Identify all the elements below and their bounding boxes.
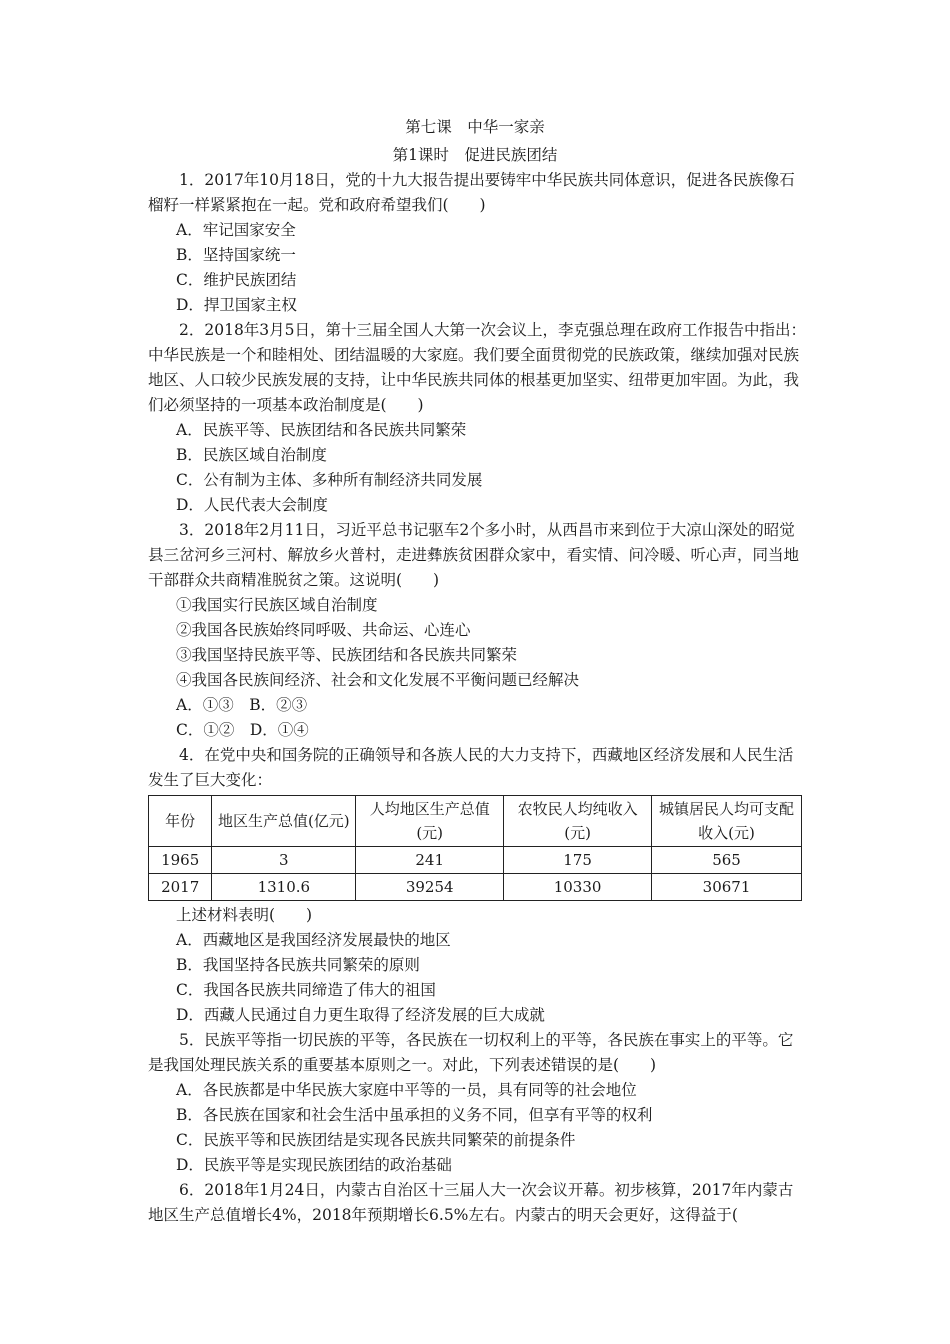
table-header-cell: 人均地区生产总值(元) [356, 796, 504, 847]
question-4-option-d: D．西藏人民通过自力更生取得了经济发展的巨大成就 [176, 1006, 545, 1024]
section-title: 第1课时 促进民族团结 [392, 146, 558, 164]
question-3-options-cd: C．①② D．①④ [176, 721, 309, 739]
question-1-option-c: C．维护民族团结 [176, 271, 297, 289]
question-4-option-b: B．我国坚持各民族共同繁荣的原则 [176, 956, 420, 974]
table-header-cell: 城镇居民人均可支配收入(元) [652, 796, 802, 847]
question-3-statement-3: ③我国坚持民族平等、民族团结和各民族共同繁荣 [176, 646, 518, 664]
question-list [148, 168, 808, 1228]
question-5-option-b: B．各民族在国家和社会生活中虽承担的义务不同，但享有平等的权利 [176, 1106, 653, 1124]
question-2-option-b: B．民族区域自治制度 [176, 446, 327, 464]
table-header-cell: 农牧民人均纯收入(元) [504, 796, 652, 847]
table-cell: 39254 [356, 874, 504, 901]
table-cell: 3 [212, 847, 356, 874]
question-6-stem: 6．2018年1月24日，内蒙古自治区十三届人大一次会议开幕。初步核算，2017年内蒙古地区生产总值增长4%，2018年预期增长6.5%左右。内蒙古的明天会更好，这得益于( [148, 1181, 794, 1224]
question-3-statement-4: ④我国各民族间经济、社会和文化发展不平衡问题已经解决 [176, 671, 580, 689]
table-cell: 175 [504, 847, 652, 874]
question-3-statement-2: ②我国各民族始终同呼吸、共命运、心连心 [176, 621, 471, 639]
question-1-stem: 1．2017年10月18日，党的十九大报告提出要铸牢中华民族共同体意识，促进各民族像石榴籽一样紧紧抱在一起。党和政府希望我们( ) [148, 171, 795, 214]
table-cell: 30671 [652, 874, 802, 901]
table-header-cell: 年份 [149, 796, 212, 847]
table-header-cell: 地区生产总值(亿元) [212, 796, 356, 847]
table-row [149, 874, 802, 901]
table-header-row [149, 796, 802, 847]
question-2-option-c: C．公有制为主体、多种所有制经济共同发展 [176, 471, 483, 489]
question-1-option-a: A．牢记国家安全 [176, 221, 296, 239]
question-1-option-b: B．坚持国家统一 [176, 246, 296, 264]
question-3-statement-1: ①我国实行民族区域自治制度 [176, 596, 378, 614]
tibet-economy-table [148, 795, 802, 901]
table-cell: 2017 [149, 874, 212, 901]
table-cell: 10330 [504, 874, 652, 901]
question-4-option-c: C．我国各民族共同缔造了伟大的祖国 [176, 981, 436, 999]
question-5-stem: 5．民族平等指一切民族的平等，各民族在一切权利上的平等，各民族在事实上的平等。它是我国处理民族关系的重要基本原则之一。对此，下列表述错误的是( ) [148, 1031, 794, 1074]
question-2-stem: 2．2018年3月5日，第十三届全国人大第一次会议上，李克强总理在政府工作报告中指出：中华民族是一个和睦相处、团结温暖的大家庭。我们要全面贯彻党的民族政策，继续加强对民族地区、人口较少民族发展的支持，让中华民族共同体的根基更加坚实、纽带更加牢固。为此，我们必须坚持的一项基本政治制度是( ) [148, 321, 807, 414]
table-row [149, 847, 802, 874]
question-5-option-c: C．民族平等和民族团结是实现各民族共同繁荣的前提条件 [176, 1131, 576, 1149]
question-3-stem: 3．2018年2月11日，习近平总书记驱车2个多小时，从西昌市来到位于大凉山深处的昭觉县三岔河乡三河村、解放乡火普村，走进彝族贫困群众家中，看实情、问冷暖、听心声，同当地干部群众共商精准脱贫之策。这说明( ) [148, 521, 800, 589]
table-cell: 565 [652, 847, 802, 874]
question-1-option-d: D．捍卫国家主权 [176, 296, 297, 314]
question-4-after-text: 上述材料表明( ) [176, 906, 313, 924]
lesson-title: 第七课 中华一家亲 [405, 118, 545, 136]
question-4-stem: 4．在党中央和国务院的正确领导和各族人民的大力支持下，西藏地区经济发展和人民生活发生了巨大变化： [148, 746, 794, 789]
question-2-option-d: D．人民代表大会制度 [176, 496, 328, 514]
table-cell: 241 [356, 847, 504, 874]
table-cell: 1310.6 [212, 874, 356, 901]
question-5-option-a: A．各民族都是中华民族大家庭中平等的一员，具有同等的社会地位 [176, 1081, 637, 1099]
question-3-options-ab: A．①③ B．②③ [176, 696, 308, 714]
question-2-option-a: A．民族平等、民族团结和各民族共同繁荣 [176, 421, 467, 439]
question-5-option-d: D．民族平等是实现民族团结的政治基础 [176, 1156, 452, 1174]
question-4-option-a: A．西藏地区是我国经济发展最快的地区 [176, 931, 451, 949]
table-cell: 1965 [149, 847, 212, 874]
